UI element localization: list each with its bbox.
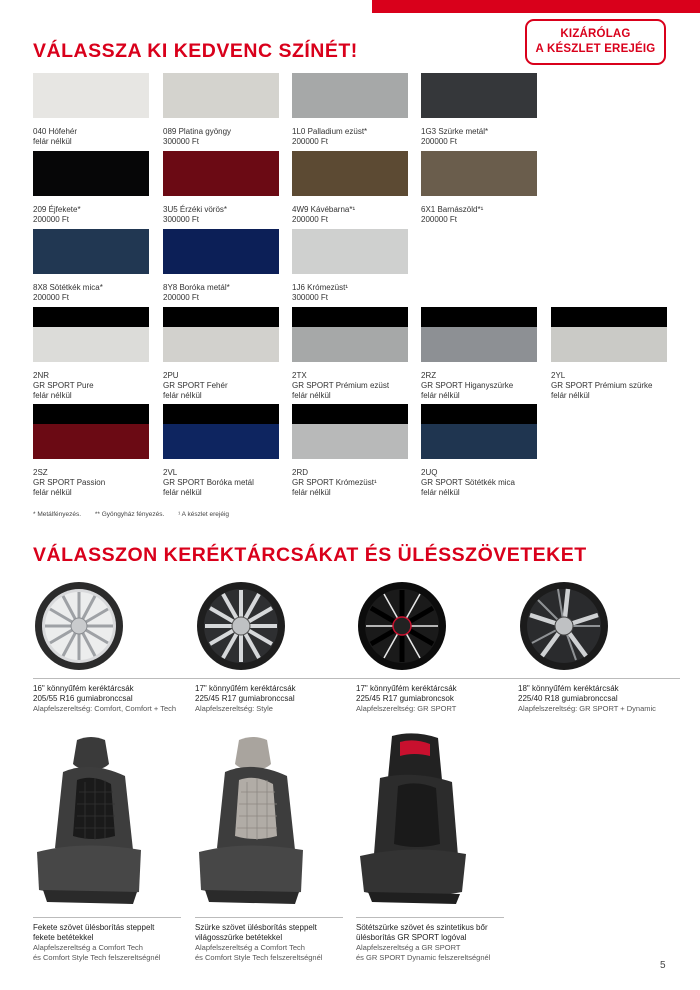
color-price: felár nélkül [551,391,590,400]
seat-title-cont: fekete betétekkel [33,933,94,942]
color-price: 300000 Ft [163,215,200,224]
black-roof [163,307,279,327]
color-price: 300000 Ft [163,137,200,146]
seat-availability-cont: és GR SPORT Dynamic felszereltségnél [356,953,491,962]
grey-fabric-seat-icon [195,732,307,906]
divider [518,678,680,679]
two-tone-chip [551,307,667,362]
color-code: 2VL [163,468,178,477]
color-swatch[interactable] [163,151,279,225]
wheel-17-style-icon [195,578,287,674]
color-price: felár nélkül [421,488,460,497]
footnote: * Metálfényezés. [33,511,82,518]
body-color [163,424,279,459]
color-name: GR SPORT Sötétkék mica [421,478,515,487]
color-name: GR SPORT Fehér [163,381,228,390]
color-chip [33,73,149,118]
divider [195,917,343,918]
stock-limited-badge [525,19,666,65]
color-price: felár nélkül [292,488,331,497]
wheel-tyre: 225/40 R18 gumiabronccsal [518,694,618,703]
black-roof [292,307,408,327]
two-tone-chip [33,307,149,362]
seat-availability-cont: és Comfort Style Tech felszereltségnél [33,953,161,962]
wheel-tyre: 205/55 R16 gumiabronccsal [33,694,133,703]
gr-color-swatch[interactable] [421,404,537,498]
color-price: 200000 Ft [421,215,458,224]
gr-color-swatch[interactable] [292,404,408,498]
seat-title-cont: világosszürke betétekkel [195,933,283,942]
wheel-17-gr-icon [356,578,448,674]
color-name: GR SPORT Higanyszürke [421,381,514,390]
color-code: 2RD [292,468,309,477]
color-price: felár nélkül [163,488,202,497]
seat-title: Fekete szövet ülésborítás steppelt [33,923,155,932]
color-swatch[interactable] [421,151,537,225]
color-chip [292,151,408,196]
color-name: 1J6 Krómezüst¹ [292,283,349,292]
gr-color-swatch[interactable] [421,307,537,401]
gr-sport-seat-icon [356,732,468,906]
body-color [421,327,537,362]
color-swatch[interactable] [421,73,537,147]
color-price: 300000 Ft [292,293,329,302]
wheels-seats-heading: VÁLASSZON KERÉKTÁRCSÁKAT ÉS ÜLÉSSZÖVETEKET [33,544,587,566]
color-price: 200000 Ft [33,215,70,224]
color-chip [292,73,408,118]
color-price: felár nélkül [33,137,72,146]
color-name: GR SPORT Passion [33,478,106,487]
two-tone-chip [421,307,537,362]
two-tone-chip [163,307,279,362]
wheel-trim: Alapfelszereltség: Style [195,704,273,713]
footnote: ** Gyöngyház fényezés. [94,511,165,518]
wheel-option[interactable] [518,578,680,714]
color-code: 2NR [33,371,50,380]
wheel-option[interactable] [195,578,357,714]
color-name: 8X8 Sötétkék mica* [33,283,103,292]
color-price: felár nélkül [163,391,202,400]
page-number: 5 [660,960,666,971]
color-price: 200000 Ft [292,137,329,146]
color-price: 200000 Ft [163,293,200,302]
body-color [33,424,149,459]
two-tone-chip [421,404,537,459]
color-code: 2SZ [33,468,48,477]
body-color [292,424,408,459]
color-chip [421,151,537,196]
color-swatch[interactable] [292,73,408,147]
wheel-trim: Alapfelszereltség: GR SPORT [356,704,457,713]
seat-availability: Alapfelszereltség a GR SPORT [356,943,461,952]
color-price: 200000 Ft [292,215,329,224]
two-tone-chip [163,404,279,459]
black-roof [33,404,149,424]
color-swatch[interactable] [292,151,408,225]
black-roof [421,404,537,424]
seat-availability-cont: és Comfort Style Tech felszereltségnél [195,953,323,962]
two-tone-chip [292,404,408,459]
divider [33,917,181,918]
seat-title: Szürke szövet ülésborítás steppelt [195,923,317,932]
color-chip [33,229,149,274]
color-price: felár nélkül [33,488,72,497]
black-roof [292,404,408,424]
color-price: felár nélkül [421,391,460,400]
black-fabric-seat-icon [33,732,145,906]
colors-heading: VÁLASSZA KI KEDVENC SZÍNÉT! [33,40,358,62]
body-color [421,424,537,459]
color-name: GR SPORT Pure [33,381,94,390]
color-code: 2PU [163,371,179,380]
color-chip [163,151,279,196]
color-price: felár nélkül [33,391,72,400]
divider [356,678,518,679]
wheel-tyre: 225/45 R17 gumiabronccsal [195,694,295,703]
color-name: 3U5 Érzéki vörös* [163,205,228,214]
color-code: 2UQ [421,468,438,477]
color-name: 209 Éjfekete* [33,205,81,214]
color-name: 1L0 Palladium ezüst* [292,127,368,136]
seat-availability: Alapfelszereltség a Comfort Tech [195,943,305,952]
color-chip [163,73,279,118]
wheel-18-icon [518,578,610,674]
gr-color-swatch[interactable] [292,307,408,401]
gr-color-swatch[interactable] [163,404,279,498]
wheel-title: 17" könnyűfém keréktárcsák [195,684,296,693]
color-swatch[interactable] [163,229,279,303]
top-accent-bar [372,0,700,13]
color-chip [292,229,408,274]
seat-title: Sötétszürke szövet és szintetikus bőr [356,923,488,932]
wheel-16-icon [33,578,125,674]
body-color [292,327,408,362]
color-name: 089 Platina gyöngy [163,127,232,136]
color-swatch[interactable] [163,73,279,147]
color-chip [163,229,279,274]
color-name: 4W9 Kávébarna*¹ [292,205,356,214]
color-price: 200000 Ft [33,293,70,302]
color-name: 6X1 Barnászöld*¹ [421,205,484,214]
body-color [551,327,667,362]
color-swatch[interactable] [33,229,149,303]
wheel-trim: Alapfelszereltség: Comfort, Comfort + Tech [33,704,177,713]
color-swatch[interactable] [33,73,149,147]
wheel-tyre: 225/45 R17 gumiabroncsok [356,694,454,703]
color-price: felár nélkül [292,391,331,400]
wheel-option[interactable] [33,578,195,714]
seat-option[interactable] [195,732,343,963]
two-tone-chip [292,307,408,362]
badge-line-1: KIZÁRÓLAG [560,28,631,40]
gr-color-swatch[interactable] [551,307,667,401]
seat-option[interactable] [356,732,504,963]
black-roof [551,307,667,327]
gr-color-swatch[interactable] [163,307,279,401]
color-name: 8Y8 Boróka metál* [163,283,230,292]
color-swatch[interactable] [292,229,408,303]
divider [356,917,504,918]
color-chip [421,73,537,118]
gr-color-swatch[interactable] [33,307,149,401]
color-name: GR SPORT Prémium ezüst [292,381,390,390]
wheel-option[interactable] [356,578,518,714]
two-tone-chip [33,404,149,459]
wheel-title: 17" könnyűfém keréktárcsák [356,684,457,693]
seat-title-cont: ülésborítás GR SPORT logóval [356,933,467,942]
black-roof [421,307,537,327]
black-roof [163,404,279,424]
footnotes [33,511,241,518]
divider [33,678,195,679]
badge-line-2: A KÉSZLET EREJÉIG [535,43,656,55]
body-color [33,327,149,362]
gr-color-swatch[interactable] [33,404,149,498]
color-code: 2TX [292,371,307,380]
wheel-title: 16" könnyűfém keréktárcsák [33,684,134,693]
color-name: 1G3 Szürke metál* [421,127,489,136]
color-name: GR SPORT Prémium szürke [551,381,653,390]
color-code: 2RZ [421,371,437,380]
footnote: ¹ A készlet erejéig [178,511,230,518]
color-code: 2YL [551,371,566,380]
color-name: GR SPORT Boróka metál [163,478,254,487]
color-chip [33,151,149,196]
wheel-trim: Alapfelszereltség: GR SPORT + Dynamic [518,704,656,713]
seat-availability: Alapfelszereltség a Comfort Tech [33,943,143,952]
wheel-title: 18" könnyűfém keréktárcsák [518,684,619,693]
body-color [163,327,279,362]
color-name: 040 Hófehér [33,127,78,136]
color-name: GR SPORT Krómezüst¹ [292,478,377,487]
color-swatch[interactable] [33,151,149,225]
black-roof [33,307,149,327]
color-price: 200000 Ft [421,137,458,146]
divider [195,678,357,679]
seat-option[interactable] [33,732,181,963]
